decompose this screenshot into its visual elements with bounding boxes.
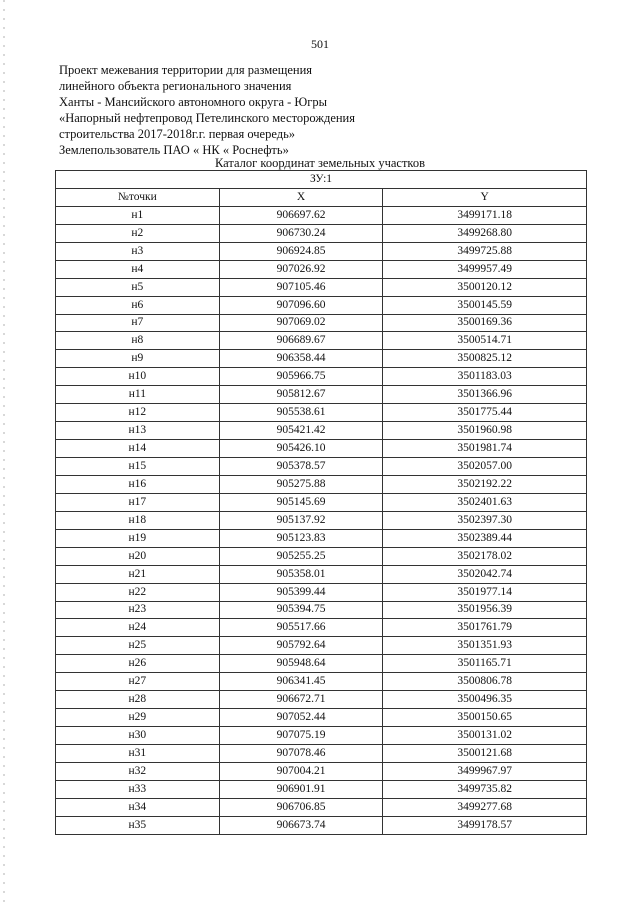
cell-y: 3501761.79 — [383, 619, 587, 637]
cell-x: 905394.75 — [219, 601, 383, 619]
cell-x: 905358.01 — [219, 565, 383, 583]
cell-x: 907105.46 — [219, 278, 383, 296]
table-row — [56, 314, 587, 332]
cell-x: 905255.25 — [219, 547, 383, 565]
cell-point: н9 — [56, 350, 220, 368]
cell-point: н23 — [56, 601, 220, 619]
column-header-y: Y — [383, 188, 587, 206]
cell-point: н27 — [56, 673, 220, 691]
cell-x: 905275.88 — [219, 475, 383, 493]
table-row — [56, 673, 587, 691]
cell-y: 3499725.88 — [383, 242, 587, 260]
table-row — [56, 565, 587, 583]
cell-y: 3500150.65 — [383, 709, 587, 727]
cell-x: 906358.44 — [219, 350, 383, 368]
table-row — [56, 422, 587, 440]
cell-point: н7 — [56, 314, 220, 332]
cell-x: 905966.75 — [219, 368, 383, 386]
cell-point: н10 — [56, 368, 220, 386]
header-line: линейного объекта регионального значения — [59, 79, 292, 93]
table-row — [56, 206, 587, 224]
cell-point: н29 — [56, 709, 220, 727]
cell-y: 3500131.02 — [383, 727, 587, 745]
table-row — [56, 440, 587, 458]
table-row — [56, 404, 587, 422]
section-label: ЗУ:1 — [56, 171, 587, 189]
cell-x: 907078.46 — [219, 745, 383, 763]
cell-y: 3501351.93 — [383, 637, 587, 655]
cell-y: 3500120.12 — [383, 278, 587, 296]
cell-y: 3500825.12 — [383, 350, 587, 368]
cell-x: 906672.71 — [219, 691, 383, 709]
cell-x: 906706.85 — [219, 798, 383, 816]
cell-y: 3499171.18 — [383, 206, 587, 224]
cell-x: 906924.85 — [219, 242, 383, 260]
cell-y: 3501956.39 — [383, 601, 587, 619]
column-header-point: №точки — [56, 188, 220, 206]
cell-x: 905517.66 — [219, 619, 383, 637]
table-row — [56, 798, 587, 816]
cell-point: н30 — [56, 727, 220, 745]
cell-point: н21 — [56, 565, 220, 583]
cell-x: 907026.92 — [219, 260, 383, 278]
cell-x: 905426.10 — [219, 440, 383, 458]
cell-x: 905792.64 — [219, 637, 383, 655]
cell-y: 3501977.14 — [383, 583, 587, 601]
cell-point: н19 — [56, 529, 220, 547]
coordinates-table — [55, 170, 587, 835]
table-row — [56, 278, 587, 296]
cell-point: н26 — [56, 655, 220, 673]
table-row — [56, 691, 587, 709]
cell-y: 3500496.35 — [383, 691, 587, 709]
cell-x: 907004.21 — [219, 762, 383, 780]
cell-point: н20 — [56, 547, 220, 565]
cell-point: н22 — [56, 583, 220, 601]
cell-point: н1 — [56, 206, 220, 224]
table-row — [56, 296, 587, 314]
cell-x: 906730.24 — [219, 224, 383, 242]
cell-point: н24 — [56, 619, 220, 637]
cell-x: 905421.42 — [219, 422, 383, 440]
cell-point: н6 — [56, 296, 220, 314]
table-row — [56, 475, 587, 493]
cell-y: 3500121.68 — [383, 745, 587, 763]
table-row — [56, 816, 587, 834]
cell-point: н15 — [56, 458, 220, 476]
cell-x: 907069.02 — [219, 314, 383, 332]
cell-x: 906689.67 — [219, 332, 383, 350]
table-row — [56, 224, 587, 242]
cell-y: 3499967.97 — [383, 762, 587, 780]
cell-point: н11 — [56, 386, 220, 404]
cell-y: 3501960.98 — [383, 422, 587, 440]
cell-x: 906901.91 — [219, 780, 383, 798]
cell-y: 3499178.57 — [383, 816, 587, 834]
cell-point: н34 — [56, 798, 220, 816]
cell-x: 906697.62 — [219, 206, 383, 224]
cell-x: 905948.64 — [219, 655, 383, 673]
cell-y: 3500145.59 — [383, 296, 587, 314]
cell-y: 3502057.00 — [383, 458, 587, 476]
table-row — [56, 762, 587, 780]
cell-x: 907096.60 — [219, 296, 383, 314]
table-row — [56, 350, 587, 368]
cell-point: н33 — [56, 780, 220, 798]
cell-x: 905538.61 — [219, 404, 383, 422]
cell-point: н14 — [56, 440, 220, 458]
header-line: строительства 2017-2018г.г. первая очередь» — [59, 127, 296, 141]
cell-x: 905123.83 — [219, 529, 383, 547]
cell-point: н35 — [56, 816, 220, 834]
table-row — [56, 619, 587, 637]
table-section-row — [56, 171, 587, 189]
table-row — [56, 332, 587, 350]
cell-y: 3501165.71 — [383, 655, 587, 673]
cell-point: н13 — [56, 422, 220, 440]
cell-y: 3501981.74 — [383, 440, 587, 458]
cell-y: 3500806.78 — [383, 673, 587, 691]
cell-y: 3501775.44 — [383, 404, 587, 422]
cell-x: 905145.69 — [219, 493, 383, 511]
header-line: Проект межевания территории для размещения — [59, 63, 313, 77]
cell-y: 3502042.74 — [383, 565, 587, 583]
cell-y: 3502389.44 — [383, 529, 587, 547]
cell-y: 3502397.30 — [383, 511, 587, 529]
cell-y: 3500514.71 — [383, 332, 587, 350]
cell-y: 3502178.02 — [383, 547, 587, 565]
table-row — [56, 709, 587, 727]
document-header — [59, 62, 479, 158]
cell-point: н25 — [56, 637, 220, 655]
table-row — [56, 242, 587, 260]
cell-x: 905137.92 — [219, 511, 383, 529]
table-row — [56, 511, 587, 529]
table-row — [56, 493, 587, 511]
cell-y: 3499735.82 — [383, 780, 587, 798]
table-row — [56, 458, 587, 476]
table-header-row — [56, 188, 587, 206]
cell-x: 905812.67 — [219, 386, 383, 404]
cell-y: 3500169.36 — [383, 314, 587, 332]
catalog-title: Каталог координат земельных участков — [214, 156, 426, 170]
table-row — [56, 547, 587, 565]
cell-point: н5 — [56, 278, 220, 296]
cell-point: н32 — [56, 762, 220, 780]
page-number: 501 — [311, 37, 329, 51]
cell-x: 906341.45 — [219, 673, 383, 691]
table-row — [56, 637, 587, 655]
cell-point: н17 — [56, 493, 220, 511]
cell-point: н31 — [56, 745, 220, 763]
cell-point: н12 — [56, 404, 220, 422]
cell-y: 3499957.49 — [383, 260, 587, 278]
table-row — [56, 727, 587, 745]
table-row — [56, 386, 587, 404]
cell-x: 907075.19 — [219, 727, 383, 745]
cell-point: н28 — [56, 691, 220, 709]
cell-point: н8 — [56, 332, 220, 350]
cell-x: 905399.44 — [219, 583, 383, 601]
cell-y: 3501366.96 — [383, 386, 587, 404]
cell-point: н18 — [56, 511, 220, 529]
table-row — [56, 655, 587, 673]
cell-point: н3 — [56, 242, 220, 260]
cell-y: 3499277.68 — [383, 798, 587, 816]
scan-edge-artifact — [3, 0, 5, 905]
cell-y: 3501183.03 — [383, 368, 587, 386]
header-line: Землепользователь ПАО « НК « Роснефть» — [59, 143, 289, 157]
cell-point: н2 — [56, 224, 220, 242]
table-row — [56, 368, 587, 386]
column-header-x: X — [219, 188, 383, 206]
header-line: Ханты - Мансийского автономного округа - Югры — [59, 95, 328, 109]
cell-point: н4 — [56, 260, 220, 278]
table-body — [56, 206, 587, 834]
table-row — [56, 260, 587, 278]
cell-point: н16 — [56, 475, 220, 493]
table-row — [56, 529, 587, 547]
table-row — [56, 745, 587, 763]
table-row — [56, 601, 587, 619]
cell-y: 3502401.63 — [383, 493, 587, 511]
cell-x: 907052.44 — [219, 709, 383, 727]
cell-y: 3499268.80 — [383, 224, 587, 242]
cell-y: 3502192.22 — [383, 475, 587, 493]
table-row — [56, 780, 587, 798]
cell-x: 905378.57 — [219, 458, 383, 476]
cell-x: 906673.74 — [219, 816, 383, 834]
table-row — [56, 583, 587, 601]
header-line: «Напорный нефтепровод Петелинского месторождения — [59, 111, 355, 125]
